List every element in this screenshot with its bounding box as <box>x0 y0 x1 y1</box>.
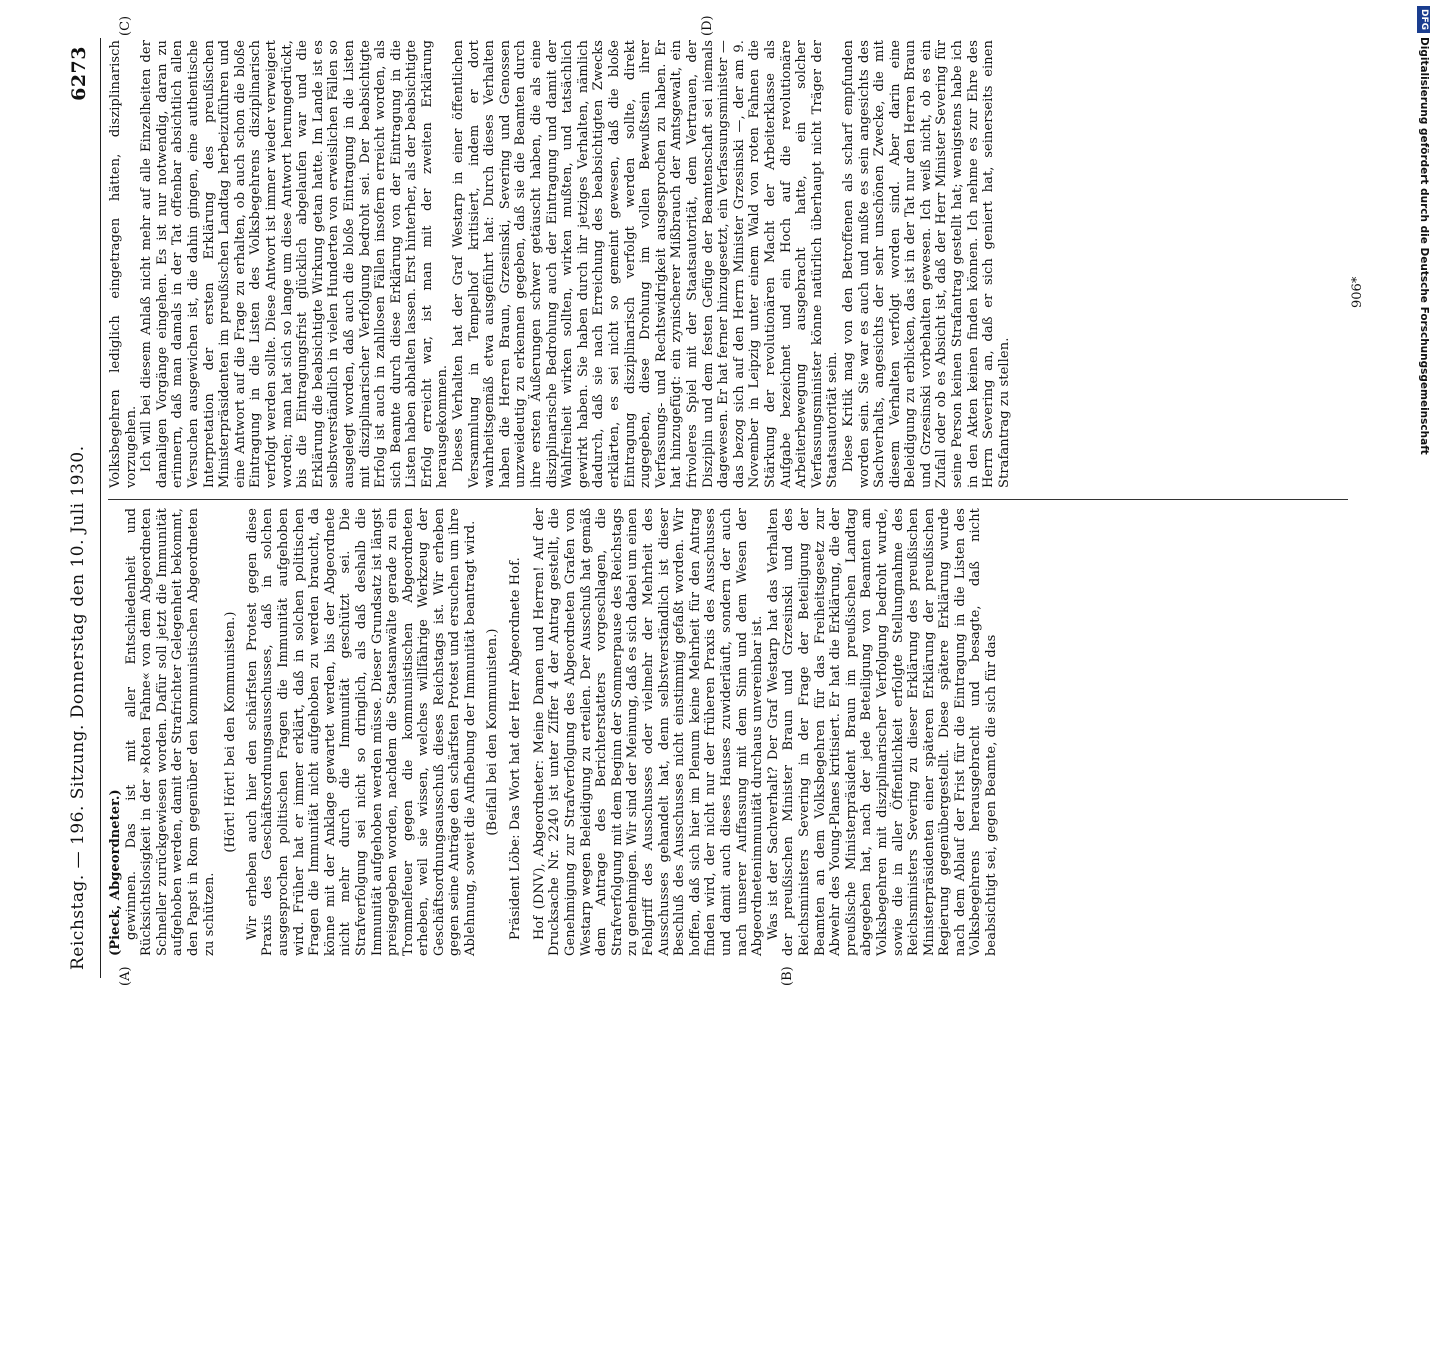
header-rule <box>100 38 101 978</box>
margin-marker-b: (B) <box>780 966 795 986</box>
president-remark: Präsident Löbe: Das Wort hat der Herr Abgeordnete Hof. <box>508 557 524 940</box>
paragraph: Volksbegehren lediglich eingetragen hätten, disziplinarisch vorzugehen. <box>108 40 139 488</box>
sheet-signature: 906* <box>1350 276 1365 308</box>
page-header <box>68 28 98 988</box>
margin-marker-c: (C) <box>118 15 133 36</box>
dfg-sidebar <box>1414 6 1434 826</box>
dfg-credit <box>1414 6 1434 826</box>
rotated-page <box>60 8 1410 1008</box>
paragraph: Was ist der Sachverhalt? Der Graf Westarp hat das Verhalten der preußischen Minister Braun und Grzesinski und des Reichsministers Severing in der Frage der Beteiligung der Beamten an dem Volksbegehren für das Freiheitsgesetz zur Abwehr des Young-Planes kritisiert. Er hat die Erklärung, die der preußische Ministerpräsident Braun im preußischen Landtag abgegeben hat, nach der jede Beteiligung von Beamten am Volksbegehren mit disziplinarischer Verfolgung bedroht wurde, sowie die in aller Öffentlichkeit erfolgte Stellungnahme des Reichsministers Severing zu dieser Erklärung des preußischen Ministerpräsidenten einer späteren Erklärung der preußischen Regierung gegenübergestellt. Diese spätere Erklärung wurde nach dem Ablauf der Frist für die Eintragung in die Listen des Volksbegehrens herausgebracht und besagte, daß nicht beabsichtigt sei, gegen Beamte, die sich für das <box>765 508 1000 956</box>
column-divider <box>108 499 1348 500</box>
interjection: (Hört! Hört! bei den Kommunisten.) <box>223 611 239 853</box>
paragraph: Ich will bei diesem Anlaß nicht mehr auf alle Einzelheiten der damaligen Vorgänge eingehen. Es ist nur notwendig, daran zu erinnern, daß man damals in der Tat offenbar absichtlich allen Versuchen ausgewichen ist, die dahin gingen, eine authentische Interpretation der ersten Erklärung des preußischen Ministerpräsidenten im preußischen Landtag herbeizuführen und eine Antwort auf die Frage zu erhalten, ob auch schon die bloße Eintragung in die Listen des Volksbegehrens disziplinarisch verfolgt werden sollte. Diese Antwort ist immer wieder verweigert worden; man hat sich so lange um diese Antwort herumgedrückt, bis die Eintragungsfrist glücklich abgelaufen war und die Erklärung die beabsichtigte Wirkung getan hatte. Im Lande ist es selbstverständlich in vielen Hunderten von erweislichen Fällen so ausgelegt worden, daß auch die bloße Eintragung in die Listen mit disziplinarischer Verfolgung bedroht sei. Der beabsichtigte Erfolg ist auch in zahllosen Fällen insofern erreicht worden, als sich Beamte durch diese Erklärung von der Eintragung in die Listen haben abhalten lassen. Erst hinterher, als der beabsichtigte Erfolg erreicht war, ist man mit der zweiten Erklärung herausgekommen. <box>139 40 451 488</box>
speaker-tag: (Pieck, Abgeordneter.) <box>108 789 123 956</box>
margin-marker-a: (A) <box>118 966 133 986</box>
margin-marker-d: (D) <box>700 15 715 36</box>
document-page <box>60 8 1365 1348</box>
paragraph: Diese Kritik mag von den Betroffenen als scharf empfunden worden sein. Sie war es auch und mußte es sein angesichts des Sachverhalts, angesichts der sehr unschönen Zwecke, die mit diesem Verhalten verfolgt worden sind. Aber darin eine Beleidigung zu erblicken, das ist in der Tat nur den Herren Braun und Grzesinski vorbehalten gewesen. Ich weiß nicht, ob es ein Zufall oder ob es Absicht ist, daß der Herr Minister Severing für seine Person keinen Strafantrag gestellt hat; wenigstens habe ich in den Akten keinen finden können. Ich nehme es zur Ehre des Herrn Severing an, daß er sich geniert hat, seinerseits einen Strafantrag zu stellen. <box>840 40 1012 488</box>
paragraph: Wir erheben auch hier den schärfsten Protest gegen diese Praxis des Geschäftsordnungsausschusses, daß in solchen ausgesprochen politischen Fragen die Immunität aufgehoben wird. Früher hat er immer erklärt, daß in solchen politischen Fragen die Immunität nicht aufgehoben zu werden braucht, da könne mit der Anklage gewartet werden, bis der Abgeordnete nicht mehr durch die Immunität geschützt sei. Die Strafverfolgung sei nicht so dringlich, als daß deshalb die Immunität aufgehoben werden müsse. Dieser Grundsatz ist längst preisgegeben worden, nachdem die Staatsanwälte gerade zu ein Trommelfeuer gegen die kommunistischen Abgeordneten erheben, weil sie wissen, welches willfährige Werkzeug der Geschäftsordnungsausschuß dieses Reichstags ist. Wir erheben gegen seine Anträge den schärfsten Protest und ersuchen um ihre Ablehnung, soweit die Aufhebung der Immunität beantragt wird. <box>244 508 479 956</box>
column-right <box>108 40 1012 488</box>
page-number: 6273 <box>68 46 90 101</box>
paragraph: gewinnen. Das ist mit aller Entschiedenheit und Rücksichtslosigkeit in der »Roten Fahne« von dem Abgeordneten Schneller zurückgewiesen worden. Dafür soll jetzt die Immunität aufgehoben werden, damit der Strafrichter Gelegenheit bekommt, den Papst in Rom gegenüber den kommunistischen Abgeordneten zu schützen. <box>123 508 217 956</box>
column-left <box>108 508 1000 956</box>
dfg-credit-text: Digitalisierung gefördert durch die Deutsche Forschungsgemeinschaft <box>1418 37 1430 455</box>
paragraph: Hof (DNV), Abgeordneter: Meine Damen und Herren! Auf der Drucksache Nr. 2240 ist unter Ziffer 4 der Antrag gestellt, die Genehmigung zur Strafverfolgung des Abgeordneten Grafen von Westarp wegen Beleidigung zu erteilen. Der Ausschuß hat gemäß dem Antrage des Berichterstatters vorgeschlagen, die Strafverfolgung mit dem Beginn der Sommerpause des Reichstags zu genehmigen. Wir sind der Meinung, daß es sich dabei um einen Fehlgriff des Ausschusses oder vielmehr der Mehrheit des Ausschusses gehandelt hat, denn selbstverständlich ist dieser Beschluß des Ausschusses nicht einstimmig gefaßt worden. Wir hoffen, daß sich hier im Plenum keine Mehrheit für den Antrag finden wird, der nicht nur der früheren Praxis des Ausschusses und damit auch dieses Hauses zuwiderläuft, sondern der auch nach unserer Auffassung mit dem Sinn und dem Wesen der Abgeordnetenimmunität durchaus unvereinbar ist. <box>531 508 766 956</box>
running-header: Reichstag. — 196. Sitzung. Donnerstag den 10. Juli 1930. <box>68 445 88 970</box>
interjection: (Beifall bei den Kommunisten.) <box>484 628 500 836</box>
paragraph: Dieses Verhalten hat der Graf Westarp in einer öffentlichen Versammlung in Tempelhof kritisiert, indem er dort wahrheitsgemäß etwa ausgeführt hat: Durch dieses Verhalten haben die Herren Braun, Grzesinski, Severing und Genossen unzweideutig zu erkennen gegeben, daß sie die Beamten durch ihre ersten Äußerungen schwer getäuscht haben, die als eine disziplinarische Bedrohung auch der Eintragung und damit der Wahlfreiheit wirken sollten, wirken mußten, und tatsächlich gewirkt haben. Sie haben durch ihr jetziges Verhalten, nämlich dadurch, daß sie nach Erreichung des beabsichtigten Zwecks erklärten, es sei nicht so gemeint gewesen, daß die bloße Eintragung disziplinarisch verfolgt werden sollte, direkt zugegeben, diese Drohung im vollen Bewußtsein ihrer Verfassungs- und Rechtswidrigkeit ausgesprochen zu haben. Er hat hinzugefügt: ein zynischerer Mißbrauch der Amtsgewalt, ein frivoleres Spiel mit der Staatsautorität, dem Vertrauen, der Disziplin und dem festen Gefüge der Beamtenschaft sei niemals dagewesen. Er hat ferner hinzugesetzt, ein Verfassungsminister — das bezog sich auf den Herrn Minister Grzesinski —, der am 9. November in Leipzig unter einem Wald von roten Fahnen die Stärkung der revolutionären Macht der Arbeiterklasse als Aufgabe bezeichnet und ein Hoch auf die revolutionäre Arbeiterbewegung ausgebracht hatte, ein solcher Verfassungsminister könne natürlich überhaupt nicht Träger der Staatsautorität sein. <box>451 40 841 488</box>
dfg-logo: DFG <box>1418 6 1431 33</box>
